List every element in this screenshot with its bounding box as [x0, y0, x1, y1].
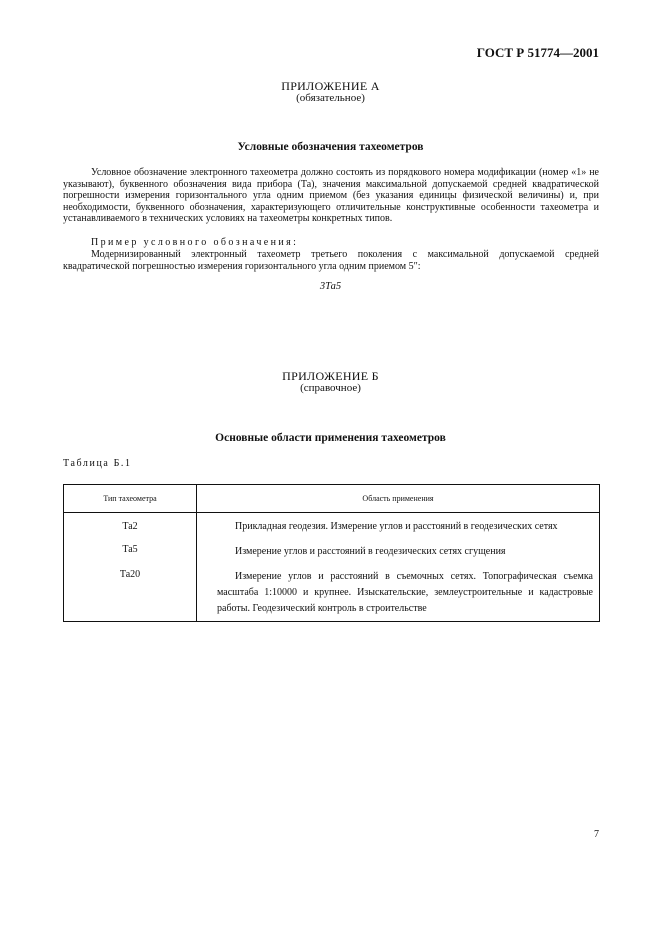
- cell-type: Та2: [64, 513, 197, 537]
- column-header-area: Область применения: [197, 485, 600, 513]
- cell-area-text: Прикладная геодезия. Измерение углов и расстояний в геодезических сетях: [235, 521, 558, 532]
- standard-number: ГОСТ Р 51774—2001: [476, 45, 599, 60]
- example-designation: 3Та5: [319, 281, 342, 292]
- cell-area-text: Измерение углов и расстояний в съемочных сетях. Топографическая съемка масштаба 1:10000 и крупнее. Изыскательские, землеустроительные и кадастровые работы. Геодезический контроль в строительстве: [217, 571, 593, 614]
- example-text: Модернизированный электронный тахеометр третьего поколения с максимальной допускаемой средней квадратической погрешностью измерения горизонтального угла одним приемом 5″:: [63, 249, 599, 272]
- table-label: Таблица Б.1: [63, 458, 132, 469]
- cell-type: Та20: [64, 561, 197, 622]
- appendix-a-section-title: Условные обозначения тахеометров: [237, 141, 424, 153]
- appendix-a-paragraph: Условное обозначение электронного тахеометра должно состоять из порядкового номера модификации (номер «1» не указывают), буквенного обозначения вида прибора (Та), значения максимальной допускаемой средней квадратической погрешности измерения горизонтального угла одним приемом (без указания единицы физической величины) и, при необходимости, буквенного обозначения, характеризующего отличительные конструктивные особенности тахеометра и устанавливаемого в технических условиях на тахеометры конкретных типов.: [63, 167, 599, 225]
- table-row: [64, 536, 600, 561]
- column-header-type: Тип тахеометра: [64, 485, 197, 513]
- table-row: [64, 561, 600, 622]
- page-number: 7: [594, 829, 599, 840]
- example-label: Пример условного обозначения:: [91, 237, 299, 248]
- appendix-b-title: ПРИЛОЖЕНИЕ Б: [282, 369, 379, 383]
- appendix-b-section-title: Основные области применения тахеометров: [215, 432, 446, 444]
- application-table: [63, 484, 600, 622]
- table-header-row: [64, 485, 600, 513]
- appendix-a-title: ПРИЛОЖЕНИЕ А: [281, 79, 380, 93]
- cell-area: [197, 536, 600, 561]
- cell-type: Та5: [64, 536, 197, 561]
- cell-area-text: Измерение углов и расстояний в геодезических сетях сгущения: [235, 546, 506, 557]
- cell-area: [197, 561, 600, 622]
- appendix-b-status: (справочное): [300, 382, 361, 394]
- cell-area: [197, 513, 600, 537]
- appendix-a-status: (обязательное): [296, 92, 365, 104]
- table-row: [64, 513, 600, 537]
